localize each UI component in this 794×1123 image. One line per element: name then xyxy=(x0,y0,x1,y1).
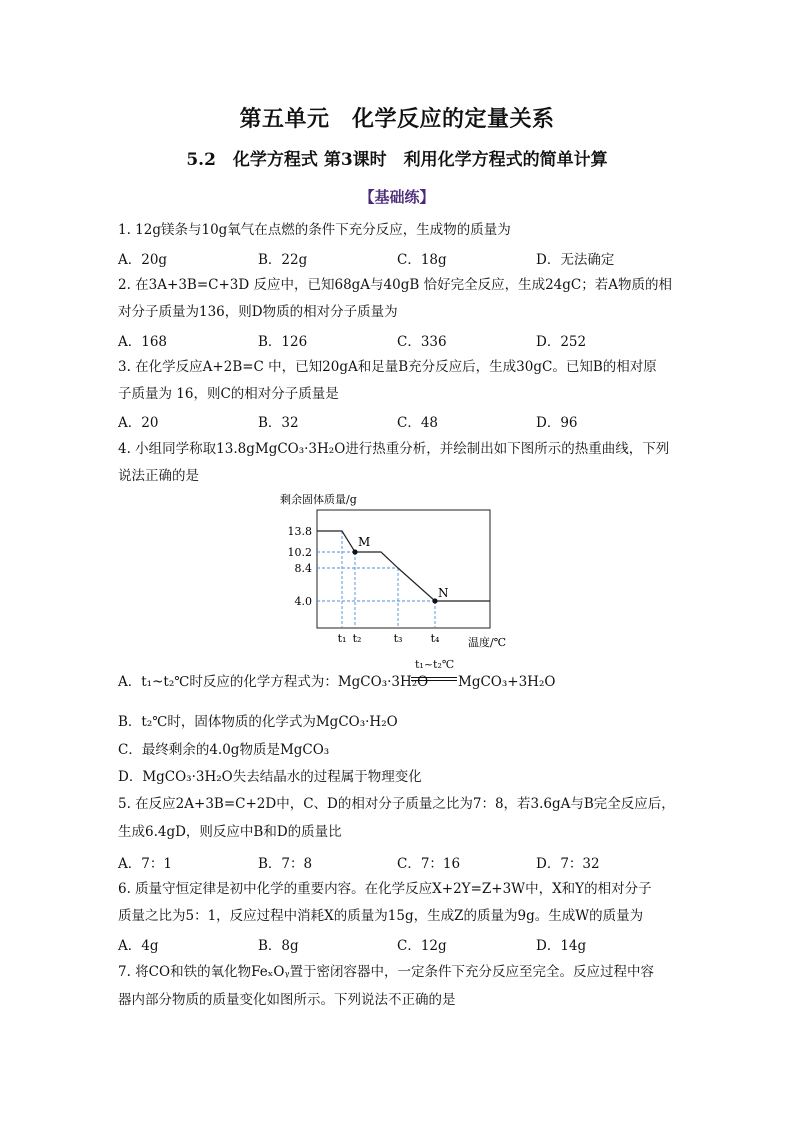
q4-option-d: D．MgCO₃·3H₂O失去结晶水的过程属于物理变化 xyxy=(118,769,422,785)
q6-option-d: D．14g xyxy=(536,938,587,954)
reaction-condition: t₁~t₂℃ xyxy=(415,658,455,671)
q2-option-d: D．252 xyxy=(536,334,587,350)
xtick-t2: t₂ xyxy=(352,632,362,645)
q4-option-b: B．t₂℃时，固体物质的化学式为MgCO₃·H₂O xyxy=(118,714,398,730)
q6-stem-line1: 6. 质量守恒定律是初中化学的重要内容。在化学反应X+2Y=Z+3W中，X和Y的相对分子 xyxy=(118,881,652,897)
q2-stem-line2: 对分子质量为136，则D物质的相对分子质量为 xyxy=(118,304,398,320)
q6-option-c: C．12g xyxy=(397,938,447,954)
q4-stem-line2: 说法正确的是 xyxy=(118,468,199,484)
point-n-label: N xyxy=(438,586,449,600)
chart-xlabel: 温度/℃ xyxy=(468,636,507,649)
q6-option-a: A．4g xyxy=(118,938,159,954)
q4-option-a-prefix: A．t₁~t₂℃时反应的化学方程式为：MgCO₃·3H₂O xyxy=(118,674,429,690)
q3-stem-line1: 3. 在化学反应A+2B=C 中，已知20gA和足量B充分反应后，生成30gC。已知B的相对原 xyxy=(118,359,657,375)
xtick-t4: t₄ xyxy=(430,632,440,645)
q1-option-a: A．20g xyxy=(118,252,168,268)
q5-stem-line2: 生成6.4gD，则反应中B和D的质量比 xyxy=(118,824,342,840)
unit-title: 第五单元 化学反应的定量关系 xyxy=(239,106,555,132)
q5-option-a: A．7：1 xyxy=(118,856,172,872)
lesson-title: 5.2 化学方程式 第3课时 利用化学方程式的简单计算 xyxy=(186,150,608,170)
q1-option-d: D．无法确定 xyxy=(536,252,615,268)
q3-option-b: B．32 xyxy=(258,415,299,431)
section-label: 【基础练】 xyxy=(359,188,435,206)
q2-option-b: B．126 xyxy=(258,334,308,350)
ytick-13.8: 13.8 xyxy=(287,525,312,538)
xtick-t1: t₁ xyxy=(337,632,347,645)
chart-guides xyxy=(317,531,435,628)
thermogravimetric-chart xyxy=(270,490,530,652)
ytick-4.0: 4.0 xyxy=(294,595,312,608)
q5-option-b: B．7：8 xyxy=(258,856,313,872)
q5-option-d: D．7：32 xyxy=(536,856,600,872)
q3-option-d: D．96 xyxy=(536,415,578,431)
xtick-t3: t₃ xyxy=(393,632,403,645)
equals-bar-bottom xyxy=(411,680,457,681)
q4-stem-line1: 4. 小组同学称取13.8gMgCO₃·3H₂O进行热重分析，并绘制出如下图所示的热重曲线，下列 xyxy=(118,441,670,457)
q6-stem-line2: 质量之比为5：1，反应过程中消耗X的质量为15g，生成Z的质量为9g。生成W的质量为 xyxy=(118,908,644,924)
q5-stem-line1: 5. 在反应2A+3B=C+2D中，C、D的相对分子质量之比为7：8，若3.6gA与B完全反应后， xyxy=(118,796,675,812)
chart-frame xyxy=(317,510,490,628)
q3-stem-line2: 子质量为 16，则C的相对分子质量是 xyxy=(118,386,339,402)
reaction-condition-arrow xyxy=(411,658,457,688)
equals-bar-top xyxy=(411,677,457,678)
q6-option-b: B．8g xyxy=(258,938,299,954)
q2-option-c: C．336 xyxy=(397,334,447,350)
q5-option-c: C．7：16 xyxy=(397,856,461,872)
q2-option-a: A．168 xyxy=(118,334,168,350)
chart-curve xyxy=(317,531,490,601)
q3-option-c: C．48 xyxy=(397,415,439,431)
q3-option-a: A．20 xyxy=(118,415,159,431)
point-n xyxy=(432,598,437,603)
point-m xyxy=(352,549,357,554)
q4-option-c: C．最终剩余的4.0g物质是MgCO₃ xyxy=(118,742,330,758)
q1-option-c: C．18g xyxy=(397,252,447,268)
q7-stem-line2: 器内部分物质的质量变化如图所示。下列说法不正确的是 xyxy=(118,992,456,1008)
point-m-label: M xyxy=(358,535,371,549)
q7-stem-line1: 7. 将CO和铁的氧化物FeₓOᵧ置于密闭容器中，一定条件下充分反应至完全。反应过程中容 xyxy=(118,964,655,980)
ytick-8.4: 8.4 xyxy=(294,562,312,575)
q1-option-b: B．22g xyxy=(258,252,308,268)
chart-ylabel: 剩余固体质量/g xyxy=(280,493,357,506)
q2-stem-line1: 2. 在3A+3B=C+3D 反应中，已知68gA与40gB 恰好完全反应，生成24gC；若A物质的相 xyxy=(118,277,672,293)
ytick-10.2: 10.2 xyxy=(287,546,312,559)
q4-option-a-suffix: MgCO₃+3H₂O xyxy=(458,674,556,690)
q1-stem: 1. 12g镁条与10g氧气在点燃的条件下充分反应，生成物的质量为 xyxy=(118,222,511,238)
